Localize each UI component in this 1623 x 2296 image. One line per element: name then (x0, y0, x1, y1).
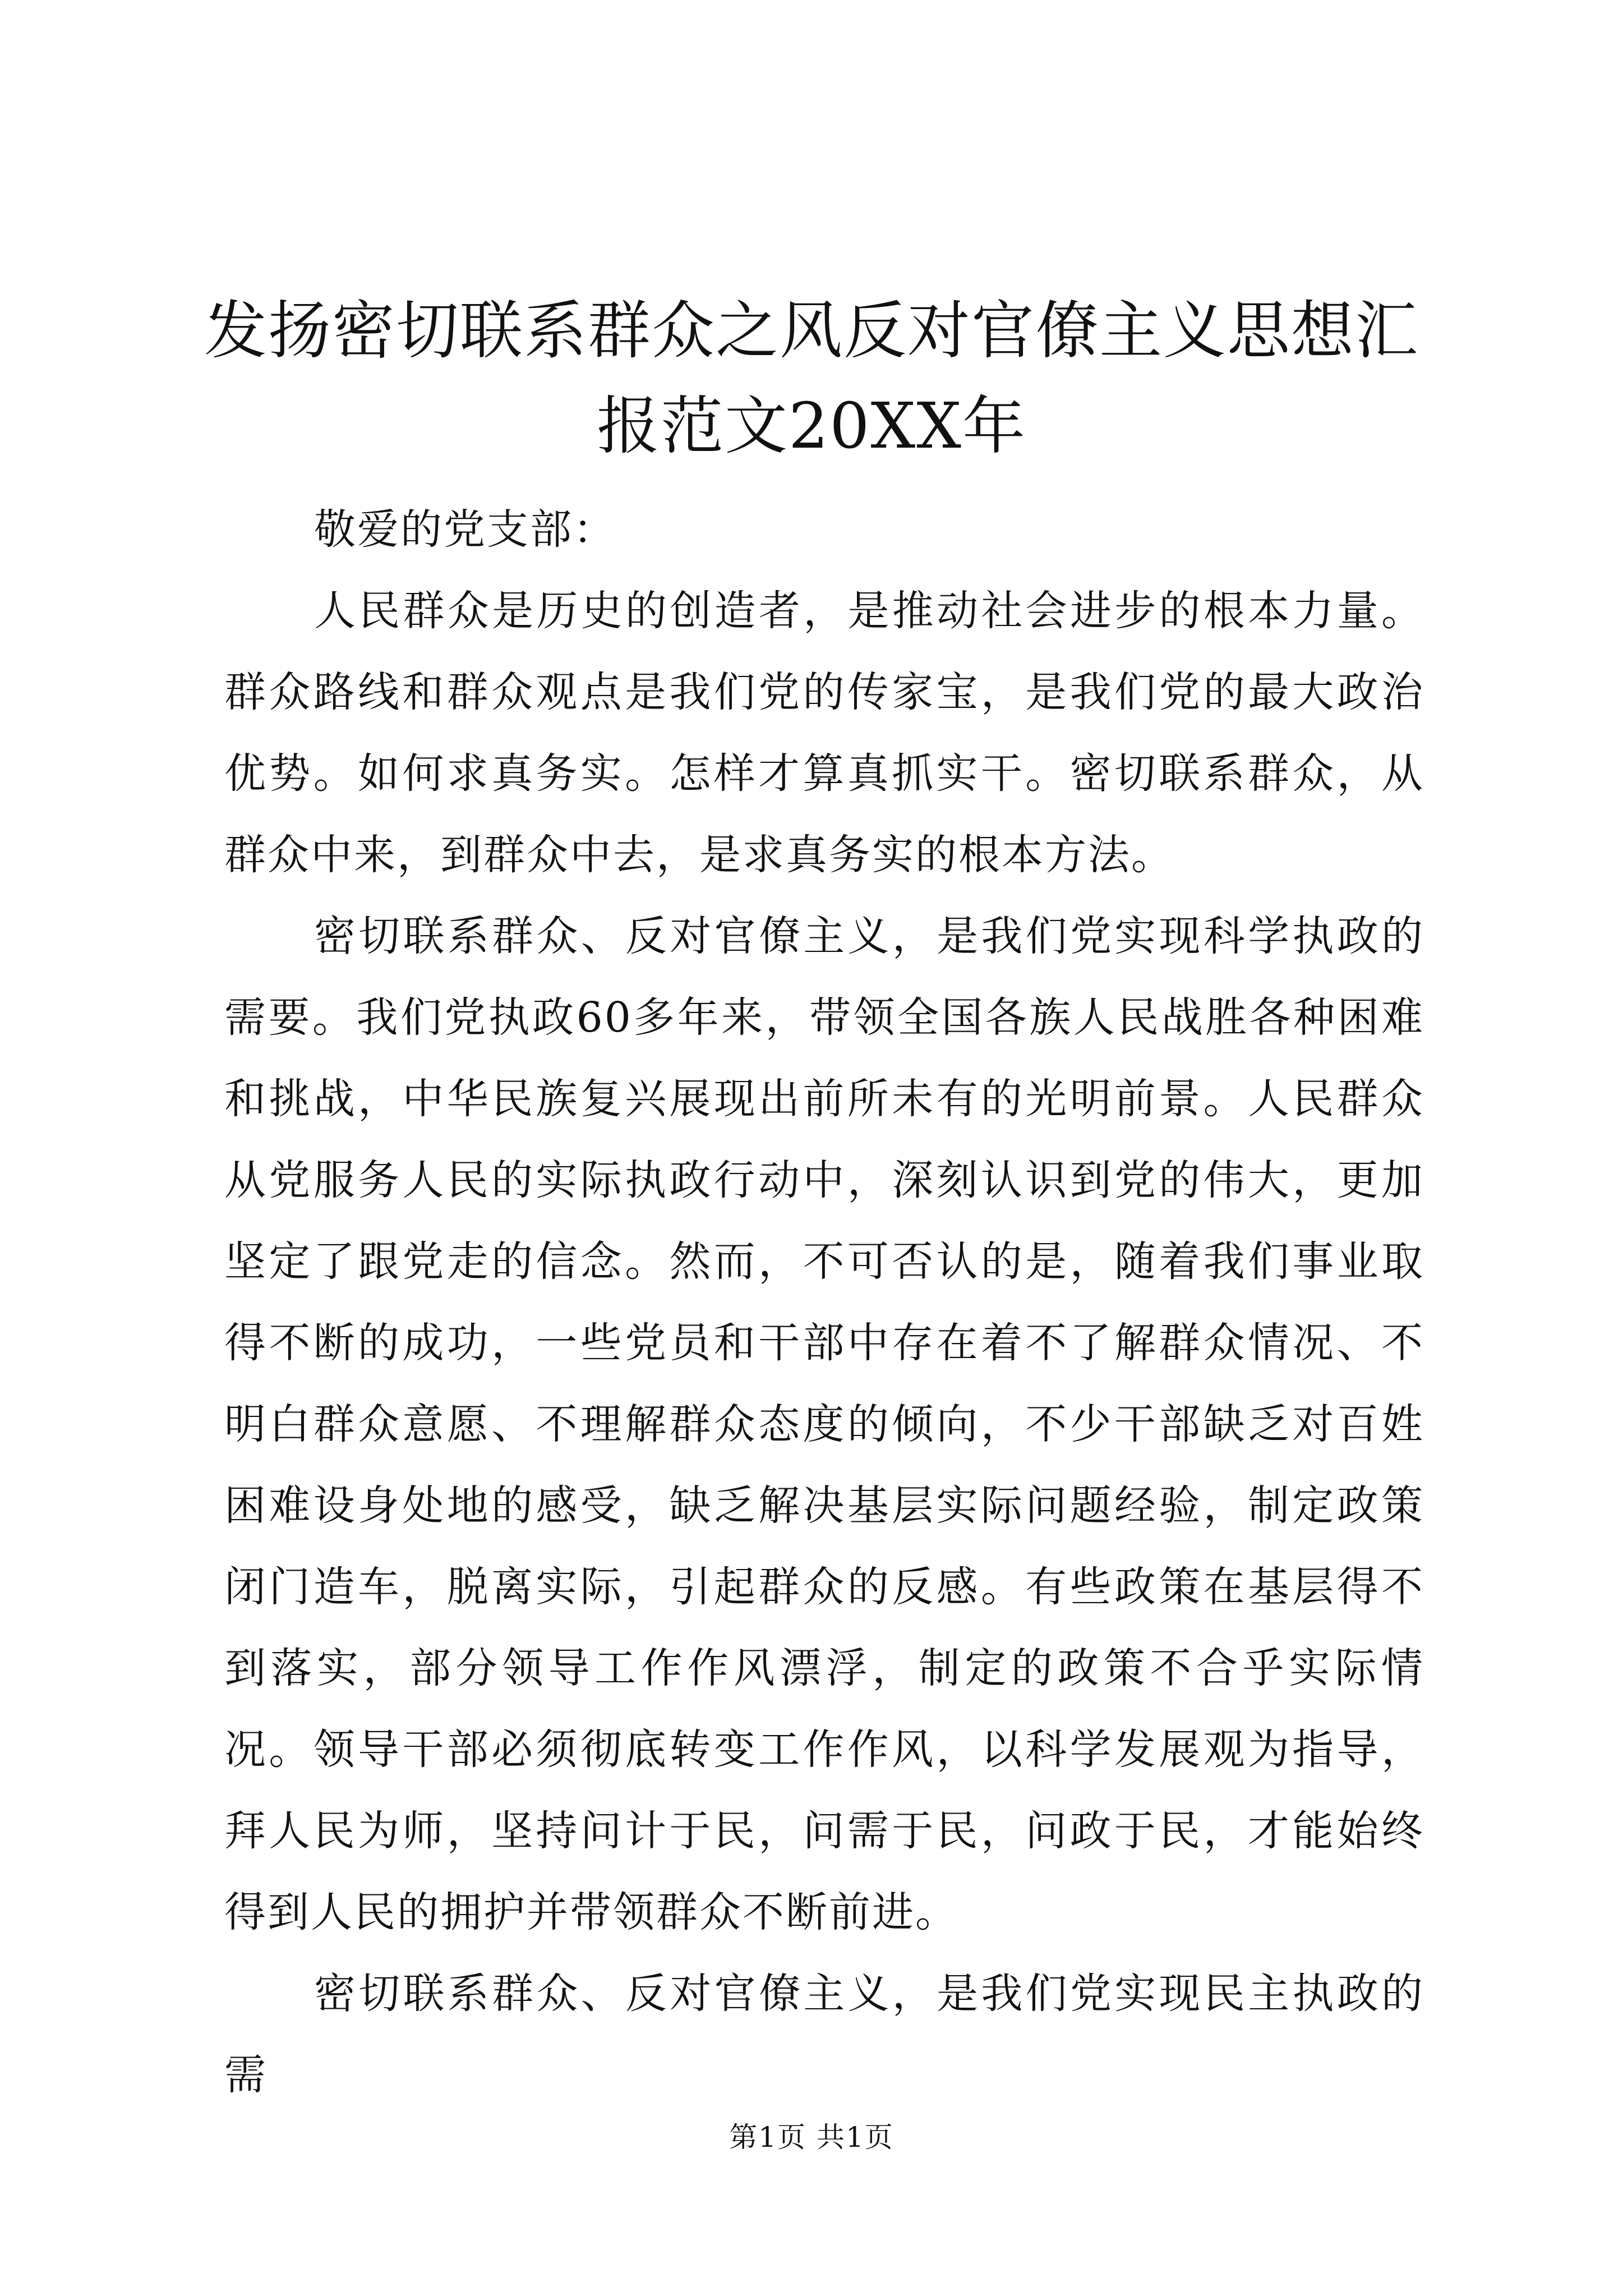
salutation: 敬爱的党支部： (314, 505, 616, 554)
body-paragraph: 人民群众是历史的创造者，是推动社会进步的根本力量。群众路线和群众观点是我们党的传家宝，是我们党的最大政治优势。如何求真务实。怎样才算真抓实干。密切联系群众，从群众中来，到群众中去，是求真务实的根本方法。 (224, 587, 1424, 879)
body-paragraph: 密切联系群众、反对官僚主义，是我们党实现民主执政的需 (224, 1970, 1424, 2099)
document-title: 发扬密切联系群众之风反对官僚主义思想汇报范文20XX年 (204, 295, 1419, 463)
page-number-footer: 第1页 共1页 (729, 2121, 894, 2154)
body-paragraph: 密切联系群众、反对官僚主义，是我们党实现科学执政的需要。我们党执政60多年来，带领全国各族人民战胜各种困难和挑战，中华民族复兴展现出前所未有的光明前景。人民群众从党服务人民的实际执政行动中，深刻认识到党的伟大，更加坚定了跟党走的信念。然而，不可否认的是，随着我们事业取得不断的成功，一些党员和干部中存在着不了解群众情况、不明白群众意愿、不理解群众态度的倾向，不少干部缺乏对百姓困难设身处地的感受，缺乏解决基层实际问题经验，制定政策闭门造车，脱离实际，引起群众的反感。有些政策在基层得不到落实，部分领导工作作风漂浮，制定的政策不合乎实际情况。领导干部必须彻底转变工作作风，以科学发展观为指导，拜人民为师，坚持问计于民，问需于民，问政于民，才能始终得到人民的拥护并带领群众不断前进。 (224, 912, 1424, 1936)
document-body (224, 489, 1424, 2116)
